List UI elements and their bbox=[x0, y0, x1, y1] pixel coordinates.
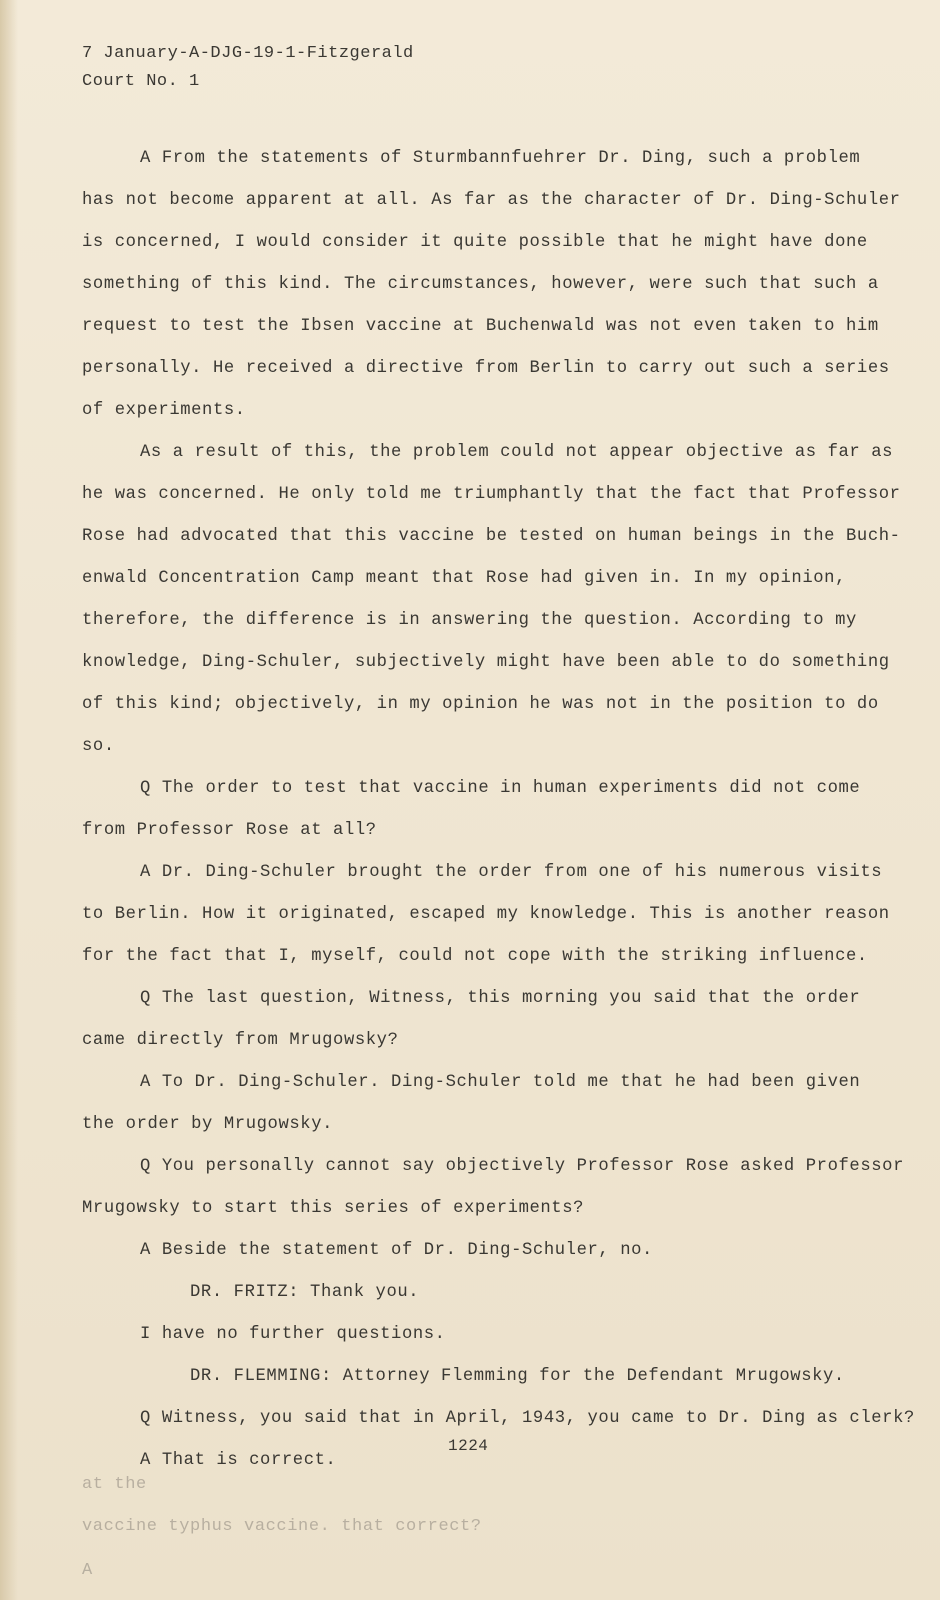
transcript-line: therefore, the difference is in answering the question. According to my bbox=[82, 611, 857, 630]
transcript-line: knowledge, Ding-Schuler, subjectively might have been able to do something bbox=[82, 653, 890, 672]
transcript-line: Mrugowsky to start this series of experiments? bbox=[82, 1199, 585, 1218]
header-line-court: Court No. 1 bbox=[82, 72, 200, 91]
page-number: 1224 bbox=[448, 1437, 489, 1455]
transcript-line: from Professor Rose at all? bbox=[82, 821, 377, 840]
transcript-line: DR. FLEMMING: Attorney Flemming for the Defendant Mrugowsky. bbox=[190, 1367, 845, 1386]
header-line-session: 7 January-A-DJG-19-1-Fitzgerald bbox=[82, 44, 414, 63]
faded-bleedthrough-line: vaccine typhus vaccine. that correct? bbox=[82, 1517, 482, 1536]
faded-bleedthrough-line: A bbox=[82, 1561, 93, 1580]
page-edge-shadow bbox=[0, 0, 18, 1600]
transcript-line: personally. He received a directive from Berlin to carry out such a series bbox=[82, 359, 890, 378]
transcript-line: A Dr. Ding-Schuler brought the order from one of his numerous visits bbox=[140, 863, 883, 882]
transcript-line: for the fact that I, myself, could not cope with the striking influence. bbox=[82, 947, 868, 966]
transcript-line: A That is correct. bbox=[140, 1451, 337, 1470]
transcript-line: the order by Mrugowsky. bbox=[82, 1115, 334, 1134]
transcript-line: something of this kind. The circumstances, however, were such that such a bbox=[82, 275, 879, 294]
transcript-line: Q The order to test that vaccine in human experiments did not come bbox=[140, 779, 861, 798]
transcript-line: of experiments. bbox=[82, 401, 246, 420]
transcript-line: enwald Concentration Camp meant that Rose had given in. In my opinion, bbox=[82, 569, 846, 588]
transcript-line: came directly from Mrugowsky? bbox=[82, 1031, 399, 1050]
transcript-line: to Berlin. How it originated, escaped my knowledge. This is another reason bbox=[82, 905, 890, 924]
transcript-body bbox=[82, 138, 915, 1482]
transcript-line: DR. FRITZ: Thank you. bbox=[190, 1283, 420, 1302]
transcript-line: I have no further questions. bbox=[140, 1325, 446, 1344]
transcript-line: he was concerned. He only told me triumphantly that the fact that Professor bbox=[82, 485, 901, 504]
document-header bbox=[82, 40, 414, 96]
transcript-line: Q You personally cannot say objectively Professor Rose asked Professor bbox=[140, 1157, 904, 1176]
transcript-line: has not become apparent at all. As far as the character of Dr. Ding-Schuler bbox=[82, 191, 901, 210]
transcript-line: As a result of this, the problem could not appear objective as far as bbox=[140, 443, 894, 462]
transcript-line: Q The last question, Witness, this morning you said that the order bbox=[140, 989, 861, 1008]
transcript-line: A From the statements of Sturmbannfuehrer Dr. Ding, such a problem bbox=[140, 149, 861, 168]
transcript-line: Q Witness, you said that in April, 1943, you came to Dr. Ding as clerk? bbox=[140, 1409, 915, 1428]
transcript-line: of this kind; objectively, in my opinion he was not in the position to do bbox=[82, 695, 879, 714]
transcript-line: request to test the Ibsen vaccine at Buchenwald was not even taken to him bbox=[82, 317, 879, 336]
transcript-line: Rose had advocated that this vaccine be tested on human beings in the Buch- bbox=[82, 527, 901, 546]
faded-bleedthrough-line: at the bbox=[82, 1475, 147, 1494]
transcript-line: is concerned, I would consider it quite possible that he might have done bbox=[82, 233, 868, 252]
transcript-line: so. bbox=[82, 737, 115, 756]
transcript-line: A Beside the statement of Dr. Ding-Schuler, no. bbox=[140, 1241, 653, 1260]
transcript-line: A To Dr. Ding-Schuler. Ding-Schuler told me that he had been given bbox=[140, 1073, 861, 1092]
